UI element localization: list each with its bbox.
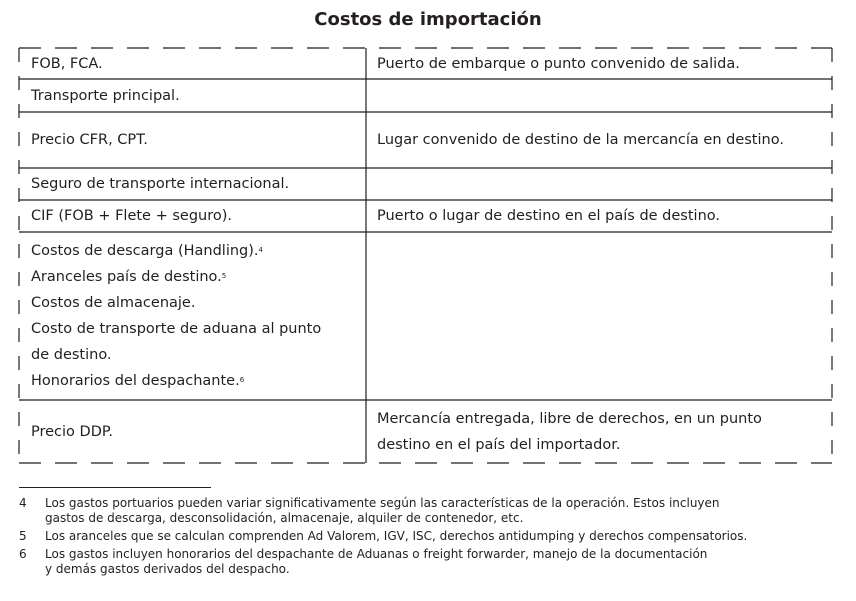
cell-text: destino en el país del importador.: [377, 436, 621, 453]
cell-text: de destino.: [31, 347, 112, 363]
footnote-number: 5: [19, 529, 27, 543]
table-row: [19, 79, 832, 112]
location-cell: [377, 79, 823, 112]
footnote-text: [45, 547, 839, 577]
footnote-line: Los aranceles que se calculan comprenden Ad Valorem, IGV, ISC, derechos antidumping y derechos compensatorios.: [45, 529, 748, 543]
cell-text: Transporte principal.: [31, 87, 180, 104]
location-cell: [377, 400, 823, 463]
footnote-marker: 5: [221, 272, 227, 280]
table-row: [19, 200, 832, 232]
location-cell: [377, 200, 823, 232]
table-row: [19, 168, 832, 200]
cell-text: Seguro de transporte internacional.: [31, 176, 290, 192]
footnote-line: Los gastos incluyen honorarios del despachante de Aduanas o freight forwarder, manejo de la documentación: [45, 547, 708, 561]
cell-text: FOB, FCA.: [31, 55, 103, 72]
footnote: [19, 547, 839, 577]
cost-item-cell: [31, 112, 361, 168]
footnote-line: gastos de descarga, desconsolidación, almacenaje, alquiler de contenedor, etc.: [45, 511, 524, 525]
footnote-marker: 4: [258, 246, 263, 254]
table-row: [19, 112, 832, 168]
cost-item-cell: [31, 400, 361, 463]
cost-item-cell: [31, 232, 361, 400]
cell-text: Costos de descarga (Handling).$^4$: [31, 243, 263, 259]
footnote-marker: 6: [239, 376, 245, 384]
cost-item-cell: [31, 79, 361, 112]
footnote-line: Los gastos portuarios pueden variar significativamente según las características de la operación. Estos incluyen: [45, 496, 720, 510]
footnote-number: 6: [19, 547, 27, 561]
footnote: [19, 496, 839, 526]
cost-item-cell: [31, 48, 361, 79]
location-cell: [377, 112, 823, 168]
footnote: [19, 529, 839, 544]
cell-text: Lugar convenido de destino de la mercancía en destino.: [377, 132, 784, 148]
footnote-text: [45, 496, 839, 526]
table-row: [19, 400, 832, 463]
cost-item-cell: [31, 200, 361, 232]
cell-text: Costo de transporte de aduana al punto: [31, 321, 322, 337]
footnote-text: [45, 529, 839, 544]
location-cell: [377, 168, 823, 200]
page-title: Costos de importación: [314, 9, 542, 30]
cell-text: Aranceles país de destino.$^5$: [31, 269, 227, 285]
table-row: [19, 48, 832, 79]
cell-text: Costos de almacenaje.: [31, 295, 196, 311]
table-row: [19, 232, 832, 400]
cell-text: Puerto o lugar de destino en el país de destino.: [377, 208, 720, 224]
cost-item-cell: [31, 168, 361, 200]
cell-text: Mercancía entregada, libre de derechos, en un punto: [377, 410, 762, 427]
location-cell: [377, 48, 823, 79]
cell-text: Honorarios del despachante.$^6$: [31, 373, 245, 389]
cell-text: Precio DDP.: [31, 423, 113, 440]
cell-text: Precio CFR, CPT.: [31, 132, 148, 148]
footnote-rule: [19, 487, 211, 488]
footnote-line: y demás gastos derivados del despacho.: [45, 562, 290, 576]
location-cell: [377, 232, 823, 400]
cell-text: Puerto de embarque o punto convenido de salida.: [377, 55, 740, 72]
cost-table: [19, 48, 832, 463]
footnote-number: 4: [19, 496, 27, 510]
cell-text: CIF (FOB + Flete + seguro).: [31, 208, 232, 224]
